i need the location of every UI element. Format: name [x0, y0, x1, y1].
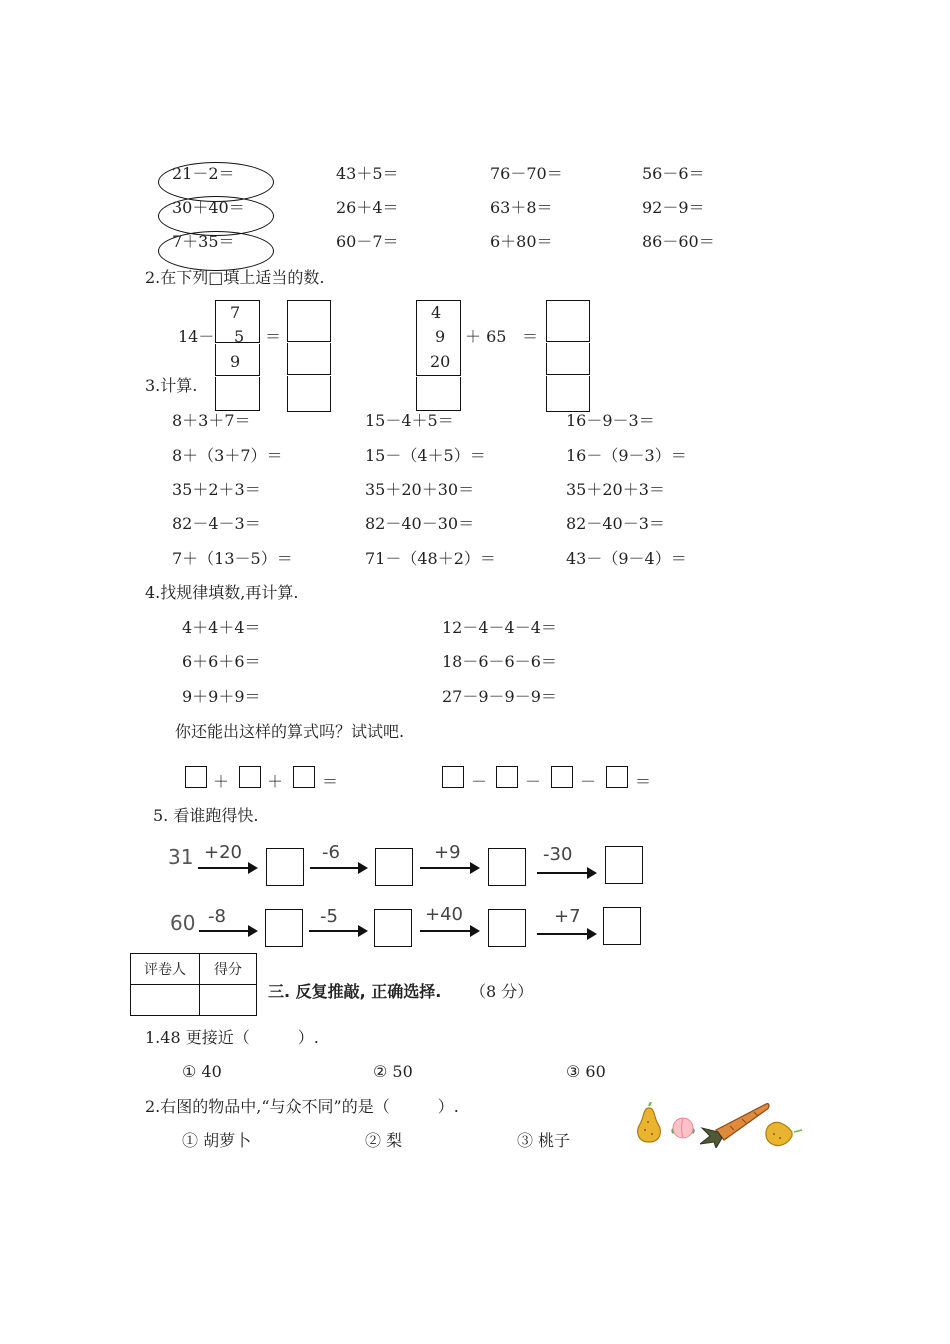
q2-right-answer-divider — [546, 341, 590, 343]
answer-box[interactable] — [374, 909, 412, 947]
equation: 35＋20＋3＝ — [566, 480, 665, 499]
q2-left-cell: 5 — [234, 327, 245, 346]
equation: 35＋20＋30＝ — [365, 480, 475, 499]
option[interactable]: ② 50 — [373, 1062, 413, 1081]
minus-sign: － — [471, 772, 488, 791]
q2-right-answer-divider — [546, 374, 590, 376]
answer-box[interactable] — [375, 848, 413, 886]
mc-question-1: 1.48 更接近（ ）. — [145, 1028, 319, 1047]
equation: 18－6－6－6＝ — [442, 652, 557, 671]
equation: 6＋6＋6＝ — [182, 652, 261, 671]
q2-left-divider — [215, 375, 260, 377]
step-label: +9 — [434, 842, 461, 863]
q2-right-answer-box[interactable] — [546, 300, 590, 412]
equation: 56－6＝ — [642, 164, 705, 183]
answer-box[interactable] — [266, 848, 304, 886]
blank-box[interactable] — [606, 766, 628, 788]
question-4-title: 4.找规律填数,再计算. — [145, 583, 299, 602]
grader-cell[interactable] — [131, 985, 200, 1016]
equation: 4＋4＋4＝ — [182, 618, 261, 637]
equation: 60－7＝ — [336, 232, 399, 251]
equation: 82－4－3＝ — [172, 514, 261, 533]
answer-box[interactable] — [488, 909, 526, 947]
q2-plus-65: ＋ 65 — [465, 327, 507, 346]
equation: 15－（4＋5）＝ — [365, 446, 486, 465]
score-header: 得分 — [200, 954, 257, 985]
equation: 16－（9－3）＝ — [566, 446, 687, 465]
equation: 92－9＝ — [642, 198, 705, 217]
minus-sign: － — [580, 772, 597, 791]
equation: 26＋4＝ — [336, 198, 399, 217]
pear-icon — [634, 1102, 664, 1144]
arrow-icon — [537, 872, 595, 874]
equation: 35＋2＋3＝ — [172, 480, 261, 499]
arrow-icon — [309, 930, 366, 932]
equation: 86－60＝ — [642, 232, 715, 251]
arrow-icon — [420, 930, 478, 932]
equation: 71－（48＋2）＝ — [365, 549, 496, 568]
question-5-title: 5. 看谁跑得快. — [153, 806, 259, 825]
equals-sign: ＝ — [322, 772, 339, 791]
q2-right-cell: 9 — [435, 327, 446, 346]
grader-header: 评卷人 — [131, 954, 200, 985]
section-3-points: （8 分） — [470, 982, 534, 1001]
score-cell[interactable] — [200, 985, 257, 1016]
equation: 43＋5＝ — [336, 164, 399, 183]
equation: 27－9－9－9＝ — [442, 687, 557, 706]
arrow-icon — [310, 867, 366, 869]
question-2-title: 2.在下列□填上适当的数. — [145, 268, 325, 287]
answer-box[interactable] — [603, 907, 641, 945]
blank-box[interactable] — [293, 766, 315, 788]
peach-icon — [667, 1112, 699, 1142]
question-3-title: 3.计算. — [145, 376, 198, 395]
answer-box[interactable] — [605, 846, 643, 884]
equation: 43－（9－4）＝ — [566, 549, 687, 568]
arrow-icon — [199, 930, 256, 932]
equation: 15－4＋5＝ — [365, 411, 454, 430]
q2-right-divider — [416, 375, 461, 377]
equation: 9＋9＋9＝ — [182, 687, 261, 706]
equation: 21－2＝ — [172, 164, 235, 183]
blank-box[interactable] — [185, 766, 207, 788]
q2-left-answer-divider — [287, 341, 331, 343]
q2-left-cell: 7 — [230, 303, 241, 322]
q2-equals: ＝ — [265, 327, 282, 346]
q2-left-answer-box[interactable] — [287, 300, 331, 412]
section-3-title: 三. 反复推敲, 正确选择. — [268, 982, 442, 1001]
step-label: +40 — [425, 904, 463, 925]
equation: 8＋3＋7＝ — [172, 411, 251, 430]
q2-left-answer-divider — [287, 374, 331, 376]
blank-box[interactable] — [551, 766, 573, 788]
equation: 6＋80＝ — [490, 232, 553, 251]
equation: 82－40－3＝ — [566, 514, 665, 533]
q2-right-cell: 20 — [430, 352, 451, 371]
plus-sign: ＋ — [213, 772, 230, 791]
chain-start-number: 31 — [168, 845, 194, 869]
blank-box[interactable] — [442, 766, 464, 788]
step-label: -6 — [322, 842, 340, 863]
step-label: -8 — [208, 906, 226, 927]
step-label: +20 — [204, 842, 242, 863]
step-label: -30 — [543, 844, 573, 865]
equation: 76－70＝ — [490, 164, 563, 183]
blank-box[interactable] — [496, 766, 518, 788]
mc-question-2: 2.右图的物品中,“与众不同”的是（ ）. — [145, 1097, 459, 1116]
answer-box[interactable] — [265, 909, 303, 947]
chain-start-number: 60 — [170, 911, 196, 935]
q2-left-cell: 9 — [230, 352, 241, 371]
equation: 30＋40＝ — [172, 198, 245, 217]
plus-sign: ＋ — [267, 772, 284, 791]
equation: 8＋（3＋7）＝ — [172, 446, 283, 465]
blank-box[interactable] — [239, 766, 261, 788]
option[interactable]: ① 胡萝卜 — [182, 1131, 252, 1150]
q4-prompt: 你还能出这样的算式吗？试试吧. — [175, 722, 405, 741]
arrow-icon — [537, 933, 595, 935]
q2-right-cell: 4 — [431, 303, 442, 322]
equation: 7＋（13－5）＝ — [172, 549, 293, 568]
equation: 12－4－4－4＝ — [442, 618, 557, 637]
arrow-icon — [198, 867, 256, 869]
option[interactable]: ② 梨 — [365, 1131, 403, 1150]
step-label: +7 — [554, 906, 581, 927]
equation: 16－9－3＝ — [566, 411, 655, 430]
pear-icon — [762, 1118, 804, 1148]
equation: 63＋8＝ — [490, 198, 553, 217]
equals-sign: ＝ — [635, 772, 652, 791]
answer-box[interactable] — [488, 848, 526, 886]
q2-left-prefix: 14－ — [178, 327, 215, 346]
option[interactable]: ① 40 — [182, 1062, 222, 1081]
option[interactable]: ③ 60 — [566, 1062, 606, 1081]
step-label: -5 — [320, 906, 338, 927]
equation: 82－40－30＝ — [365, 514, 475, 533]
carrot-icon — [700, 1100, 770, 1148]
equation: 7＋35＝ — [172, 232, 235, 251]
option[interactable]: ③ 桃子 — [517, 1131, 571, 1150]
arrow-icon — [420, 867, 478, 869]
score-table — [130, 953, 257, 1016]
q2-equals: ＝ — [522, 327, 539, 346]
minus-sign: － — [525, 772, 542, 791]
